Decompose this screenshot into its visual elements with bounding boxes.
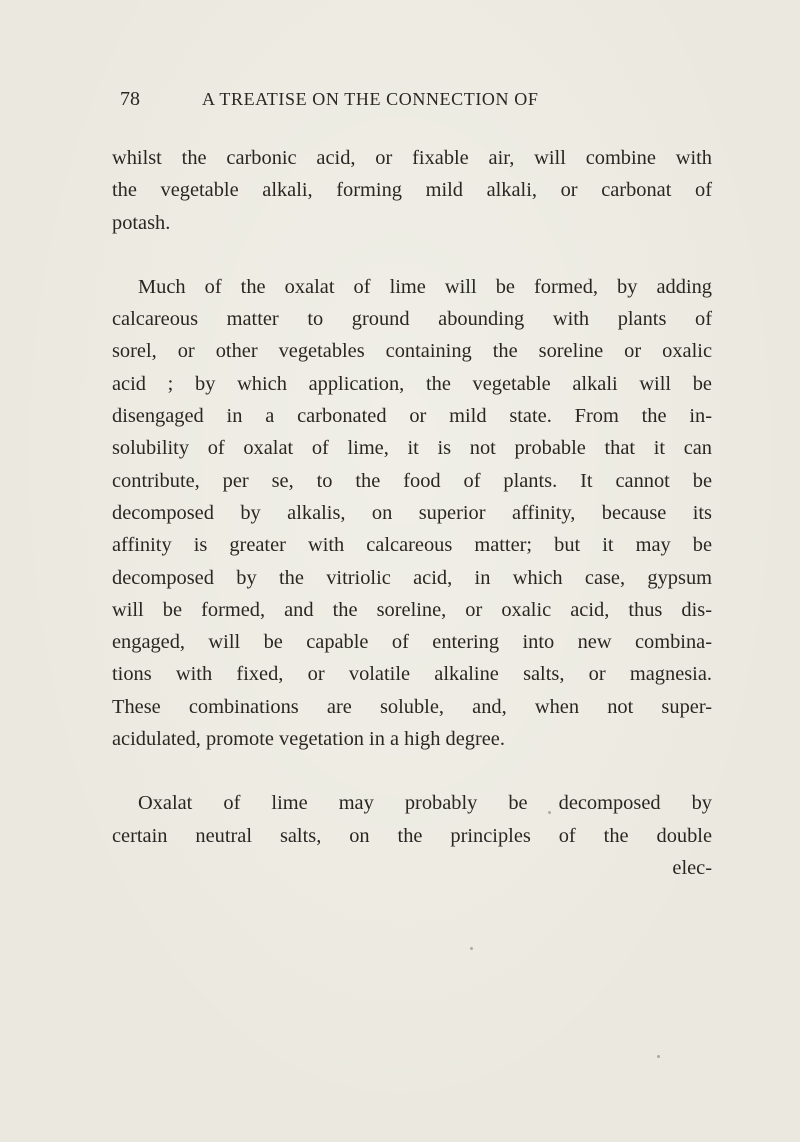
catchword: elec- [672, 856, 712, 879]
paragraph-2 [112, 271, 712, 755]
paper-speck [657, 1055, 660, 1058]
text-line: tions with fixed, or volatile alkaline salts, or magnesia. [112, 663, 712, 686]
running-title: A TREATISE ON THE CONNECTION OF [202, 89, 539, 109]
body-text [112, 142, 712, 884]
paragraph-gap [112, 755, 712, 787]
paper-speck [470, 947, 473, 950]
text-line: certain neutral salts, on the principles of the double [112, 824, 712, 847]
text-line: Oxalat of lime may probably be decomposed by [138, 792, 712, 815]
paper-speck [678, 290, 681, 293]
text-line: will be formed, and the soreline, or oxalic acid, thus dis- [112, 598, 712, 621]
text-line: solubility of oxalat of lime, it is not probable that it can [112, 437, 712, 460]
paragraph-gap [112, 239, 712, 271]
text-line: potash. [112, 211, 171, 234]
text-line: decomposed by the vitriolic acid, in which case, gypsum [112, 566, 712, 589]
text-line: decomposed by alkalis, on superior affinity, because its [112, 501, 712, 524]
text-line: disengaged in a carbonated or mild state. From the in- [112, 405, 712, 428]
page-header [120, 88, 680, 118]
text-line: contribute, per se, to the food of plants. It cannot be [112, 469, 712, 492]
text-line: engaged, will be capable of entering into new combina- [112, 631, 712, 654]
paragraph-1 [112, 142, 712, 239]
text-line: Much of the oxalat of lime will be formed, by adding [138, 275, 712, 298]
paragraph-3 [112, 787, 712, 852]
text-line: affinity is greater with calcareous matter; but it may be [112, 534, 712, 557]
text-line: sorel, or other vegetables containing the soreline or oxalic [112, 340, 712, 363]
text-line: acid ; by which application, the vegetable alkali will be [112, 372, 712, 395]
text-line: whilst the carbonic acid, or fixable air, will combine with [112, 147, 712, 169]
text-line: the vegetable alkali, forming mild alkali, or carbonat of [112, 179, 712, 202]
text-line: calcareous matter to ground abounding with plants of [112, 308, 712, 331]
page-number: 78 [120, 88, 140, 110]
text-line: These combinations are soluble, and, when not super- [112, 695, 712, 718]
paper-speck [548, 811, 551, 814]
text-line: acidulated, promote vegetation in a high degree. [112, 728, 505, 751]
